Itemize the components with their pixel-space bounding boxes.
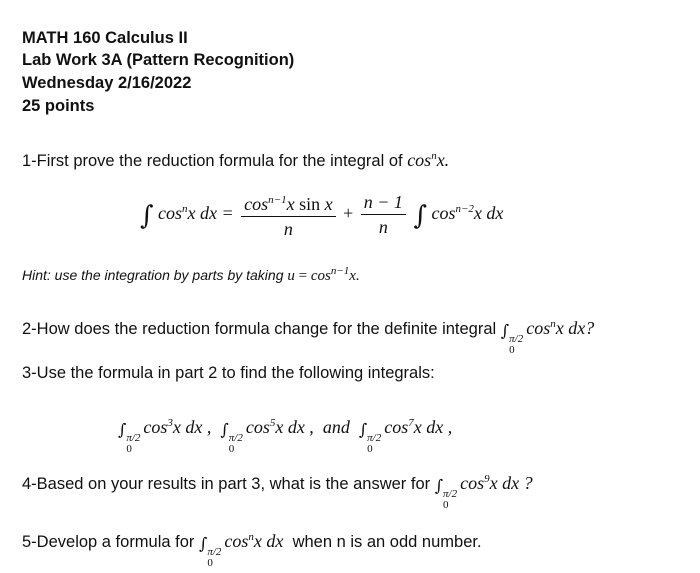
integrals-list: ∫ π/2 0 $\cos^3x$ dx , ∫ π/2 0 $\cos^5x$ dx , and ∫ π/2 0 $\cos^7x$ dx , <box>118 417 453 455</box>
hint: Hint: use the integration by parts by taking $u = \cos^{n-1}x$. <box>22 265 360 284</box>
question-2: 2-How does the reduction formula change for the definite integral ∫ π/2 0 $\cos^nx$ dx? <box>22 318 595 356</box>
question-3: 3-Use the formula in part 2 to find the following integrals: <box>22 364 435 382</box>
question-5: 5-Develop a formula for ∫ π/2 0 $\cos^nx$ dx when n is an odd number. <box>22 531 482 569</box>
question-1: 1-First prove the reduction formula for the integral of $\cos^nx$. <box>22 150 450 170</box>
question-4: 4-Based on your results in part 3, what is the answer for ∫ π/2 0 $\cos^9x$ dx ? <box>22 473 533 511</box>
lab-title: Lab Work 3A (Pattern Recognition) <box>22 51 295 69</box>
reduction-formula: ∫ $\cos^nx$ dx = $\frac{\cos^{n-1}x \sin x}{n}$ + $\frac{n - 1}{n}$ ∫ $\cos^{n-2}x$ dx <box>140 192 504 239</box>
lab-points: 25 points <box>22 97 95 115</box>
cos-n-x: $\cos^nx$. <box>407 150 450 170</box>
course-title: MATH 160 Calculus II <box>22 29 188 47</box>
lab-date: Wednesday 2/16/2022 <box>22 74 192 92</box>
